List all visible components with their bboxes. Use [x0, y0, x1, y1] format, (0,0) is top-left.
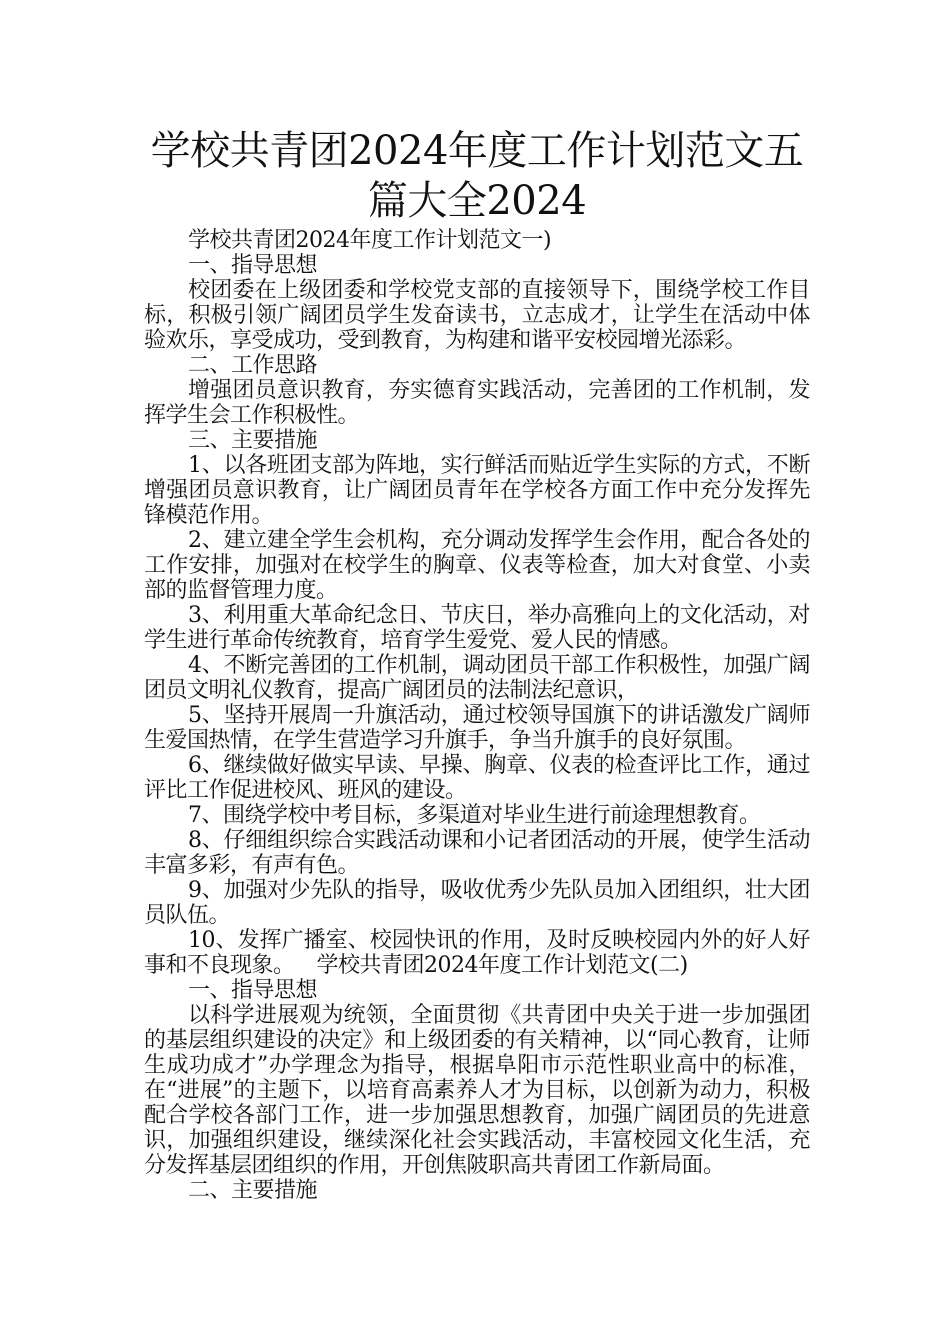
heading-work-ideas: 二、工作思路	[188, 353, 318, 378]
list-item: 1、以各班团支部为阵地，实行鲜活而贴近学生实际的方式，不断增强团员意识教育，让广阔团员青年在学校各方面工作中充分发挥先锋模范作用。	[144, 453, 810, 528]
document-body	[144, 228, 810, 1203]
heading-guiding-ideology-2: 一、指导思想	[188, 978, 318, 1003]
list-item: 8、仔细组织综合实践活动课和小记者团活动的开展，使学生活动丰富多彩，有声有色。	[144, 828, 810, 878]
section-heading-2: 学校共青团2024年度工作计划范文(二)	[316, 953, 688, 978]
list-item: 9、加强对少先队的指导，吸收优秀少先队员加入团组织，壮大团员队伍。	[144, 878, 810, 928]
list-item: 7、围绕学校中考目标，多渠道对毕业生进行前途理想教育。	[188, 803, 761, 828]
paragraph: 校团委在上级团委和学校党支部的直接领导下，围绕学校工作目标，积极引领广阔团员学生发奋读书，立志成才，让学生在活动中体验欢乐，享受成功，受到教育，为构建和谐平安校园增光添彩。	[144, 278, 810, 353]
document-title: 学校共青团2024年度工作计划范文五篇大全2024	[150, 128, 804, 224]
list-item-with-inline-heading	[144, 928, 810, 978]
list-item-text: 10、发挥广播室、校园快讯的作用，及时反映校园内外的好人好事和不良现象。	[144, 928, 810, 978]
list-item: 2、建立建全学生会机构，充分调动发挥学生会作用，配合各处的工作安排，加强对在校学生的胸章、仪表等检查，加大对食堂、小卖部的监督管理力度。	[144, 528, 810, 603]
heading-main-measures-2: 二、主要措施	[188, 1178, 318, 1203]
heading-main-measures: 三、主要措施	[188, 428, 318, 453]
list-item: 3、利用重大革命纪念日、节庆日，举办高雅向上的文化活动，对学生进行革命传统教育，培育学生爱党、爱人民的情感。	[144, 603, 810, 653]
list-item: 4、不断完善团的工作机制，调动团员干部工作积极性，加强广阔团员文明礼仪教育，提高广阔团员的法制法纪意识，	[144, 653, 810, 703]
list-item: 5、坚持开展周一升旗活动，通过校领导国旗下的讲话激发广阔师生爱国热情，在学生营造学习升旗手，争当升旗手的良好氛围。	[144, 703, 810, 753]
document-page	[144, 126, 810, 1203]
list-item: 6、继续做好做实早读、早操、胸章、仪表的检查评比工作，通过评比工作促进校风、班风的建设。	[144, 753, 810, 803]
heading-guiding-ideology: 一、指导思想	[188, 253, 318, 278]
paragraph: 以科学进展观为统领，全面贯彻《共青团中央关于进一步加强团的基层组织建设的决定》和上级团委的有关精神，以“同心教育，让师生成功成才”办学理念为指导，根据阜阳市示范性职业高中的标准，在“进展”的主题下，以培育高素养人才为目标，以创新为动力，积极配合学校各部门工作，进一步加强思想教育，加强广阔团员的先进意识，加强组织建设，继续深化社会实践活动，丰富校园文化生活，充分发挥基层团组织的作用，开创焦陂职高共青团工作新局面。	[144, 1003, 810, 1178]
section-heading-1: 学校共青团2024年度工作计划范文一)	[188, 228, 552, 253]
paragraph: 增强团员意识教育，夯实德育实践活动，完善团的工作机制，发挥学生会工作积极性。	[144, 378, 810, 428]
